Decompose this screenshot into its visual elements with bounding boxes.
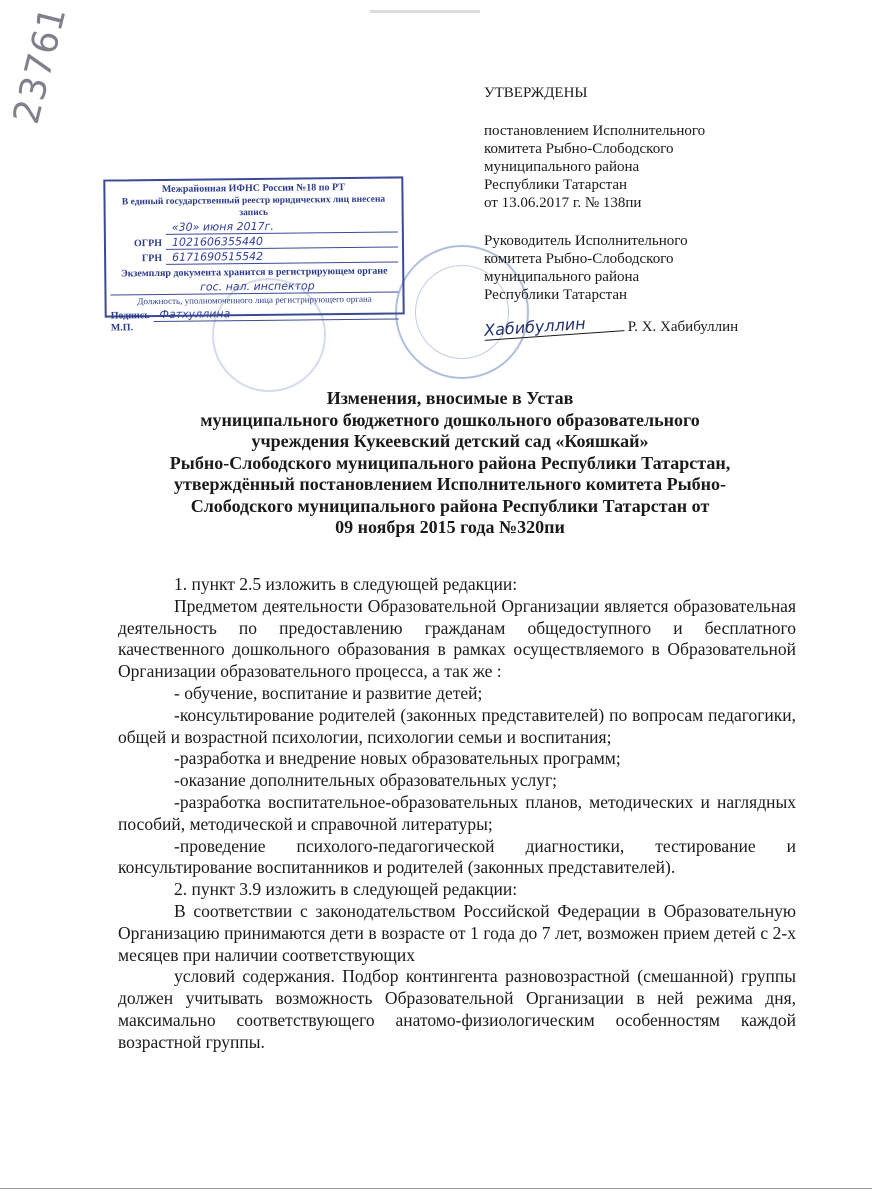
head-signature: Хабибуллин <box>483 311 624 341</box>
approval-line: комитета Рыбно-Слободского <box>484 141 674 157</box>
list-item: - обучение, воспитание и развитие детей; <box>174 682 483 703</box>
approval-line: комитета Рыбно-Слободского <box>484 251 674 267</box>
list-item: -консультирование родителей (законных представителей) по вопросам педагогики, общей и возрастной психологии, психологии семьи и воспитания; <box>118 704 796 747</box>
stamp-signature: Фатхуллина <box>153 306 398 322</box>
approval-title: УТВЕРЖДЕНЫ <box>484 85 588 101</box>
title-line: учреждения Кукеевский детский сад «Кояшкай» <box>251 431 649 451</box>
title-line: 09 ноября 2015 года №320пи <box>335 517 565 537</box>
title-line: утверждённый постановлением Исполнительного комитета Рыбно- <box>173 474 727 494</box>
document-body <box>118 574 796 1054</box>
grn-label: ГРН <box>141 252 163 265</box>
paragraph: В соответствии с законодательством Российской Федерации в Образовательную Организацию принимаются дети в возрасте от 1 года до 7 лет, возможен прием детей с 2-х месяцев при наличии соответствующих <box>118 900 796 965</box>
paragraph: Предметом деятельности Образовательной Организации является образовательная деятельность по предоставлению гражданам общедоступного и бесплатного качественного дошкольного образования в рамках осуществляемого в Образовательной Организации образовательного процесса, а так же : <box>118 595 796 682</box>
document-title <box>120 388 780 539</box>
stamp-line1: В единый государственный реестр юридических лиц внесена запись <box>121 194 386 219</box>
title-line: муниципального бюджетного дошкольного образовательного <box>200 409 700 430</box>
list-item: -оказание дополнительных образовательных услуг; <box>174 770 558 791</box>
grn-value: 6171690515542 <box>166 249 398 264</box>
stamp-grn-row <box>110 249 398 265</box>
approval-line: Руководитель Исполнительного <box>484 233 688 249</box>
approval-line: муниципального района <box>484 269 640 285</box>
title-line: Слободского муниципального района Республики Татарстан от <box>190 495 710 516</box>
ogrn-value: 1021606355440 <box>166 234 398 249</box>
signature-label: Подпись <box>110 310 150 322</box>
paragraph: условий содержания. Подбор контингента разновозрастной (смешанной) группы должен учитывать возможность Образовательной Организации в ней режима дня, максимально соответствующего анатомо-физиологическим особенностям каждой возрастной группы. <box>118 966 796 1052</box>
approval-date-number: от 13.06.2017 г. № 138пи <box>484 195 642 211</box>
stamp-position-caption: Должность, уполномоченного лица регистрирующего органа <box>137 293 372 307</box>
handwritten-registration-number: 23761 <box>6 2 75 128</box>
stamp-position: гос. нал. инспектор <box>110 279 398 295</box>
item-heading: 2. пункт 3.9 изложить в следующей редакции: <box>174 879 518 900</box>
item-heading: 1. пункт 2.5 изложить в следующей редакции: <box>174 574 518 594</box>
approval-line: постановлением Исполнительного <box>484 123 706 139</box>
list-item: -разработка и внедрение новых образовательных программ; <box>174 748 621 769</box>
stamp-date: «30» июня 2017г. <box>166 219 398 234</box>
approval-decree <box>484 122 844 212</box>
list-item: -разработка воспитательное-образовательных планов, методических и наглядных пособий, методической и справочной литературы; <box>118 791 796 834</box>
signature-line <box>483 313 844 340</box>
approval-block <box>484 84 844 324</box>
approval-head <box>484 232 844 304</box>
stamp-ogrn-row <box>110 234 398 250</box>
page-edge <box>0 1188 872 1189</box>
scan-mark <box>370 10 480 13</box>
signer-name: Р. Х. Хабибуллин <box>627 319 739 335</box>
title-line: Рыбно-Слободского муниципального района Республики Татарстан, <box>169 452 731 473</box>
approval-line: Республики Татарстан <box>484 287 628 303</box>
stamp-title: Межрайонная ИФНС России №18 по РТ <box>161 182 345 195</box>
title-line: Изменения, вносимые в Устав <box>326 388 574 408</box>
approval-line: муниципального района <box>484 159 640 175</box>
list-item: -проведение психолого-педагогической диагностики, тестирование и консультирование воспитанников и родителей (законных представителей). <box>118 835 796 878</box>
ogrn-label: ОГРН <box>133 237 163 250</box>
tax-registration-stamp <box>103 176 404 334</box>
mp-label: М.П. <box>110 322 134 334</box>
stamp-date-row <box>110 219 398 235</box>
approval-line: Республики Татарстан <box>484 177 628 193</box>
stamp-copy-line: Экземпляр документа хранится в регистрирующем органе <box>120 265 388 280</box>
